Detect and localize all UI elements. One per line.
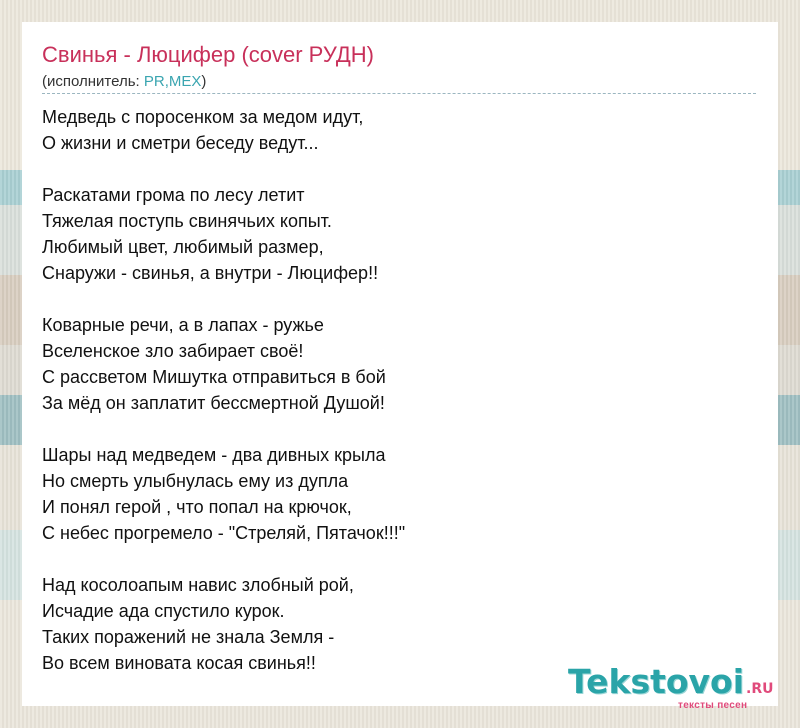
- lyric-line: Вселенское зло забирает своё!: [42, 341, 304, 361]
- site-logo[interactable]: [568, 662, 774, 711]
- lyric-line: Исчадие ада спустило курок.: [42, 601, 285, 621]
- lyric-line: Таких поражений не знала Земля -: [42, 627, 335, 647]
- performer-link[interactable]: PR,MEX: [143, 73, 202, 90]
- lyric-line: Медведь с поросенком за медом идут,: [42, 107, 364, 127]
- song-title: Свинья - Люцифер (cover РУДН): [42, 42, 374, 67]
- lyric-line: Над косолоапым навис злобный рой,: [42, 575, 354, 595]
- stanza: [42, 104, 742, 156]
- lyric-line: За мёд он заплатит бессмертной Душой!: [42, 393, 385, 413]
- lyrics-text: [42, 104, 745, 702]
- performer-prefix: (исполнитель:: [42, 73, 144, 90]
- stanza: [42, 572, 742, 676]
- performer-line: [42, 73, 206, 90]
- lyric-line: Снаружи - свинья, а внутри - Люцифер!!: [42, 263, 379, 283]
- lyric-line: Шары над медведем - два дивных крыла: [42, 445, 386, 465]
- logo-name: Tekstovoi: [568, 662, 745, 701]
- lyric-line: Любимый цвет, любимый размер,: [42, 237, 324, 257]
- stanza: [42, 442, 742, 546]
- lyric-line: О жизни и сметри беседу ведут...: [42, 133, 319, 153]
- logo-tagline: тексты песен: [678, 700, 748, 711]
- stanza: [42, 312, 742, 416]
- lyric-line: С небес прогремело - "Стреляй, Пятачок!!!": [42, 523, 406, 543]
- lyric-line: Но смерть улыбнулась ему из дупла: [42, 471, 349, 491]
- performer-suffix: ): [201, 73, 207, 90]
- lyric-line: Раскатами грома по лесу летит: [42, 185, 305, 205]
- logo-tld: .RU: [746, 681, 774, 697]
- lyric-line: С рассветом Мишутка отправиться в бой: [42, 367, 386, 387]
- lyrics-card: [22, 22, 778, 711]
- stanza: [42, 182, 742, 286]
- title-divider: [42, 93, 756, 94]
- lyric-line: И понял герой , что попал на крючок,: [42, 497, 352, 517]
- lyric-line: Во всем виновата косая свинья!!: [42, 653, 316, 673]
- lyric-line: Тяжелая поступь свинячьих копыт.: [42, 211, 332, 231]
- lyric-line: Коварные речи, а в лапах - ружье: [42, 315, 324, 335]
